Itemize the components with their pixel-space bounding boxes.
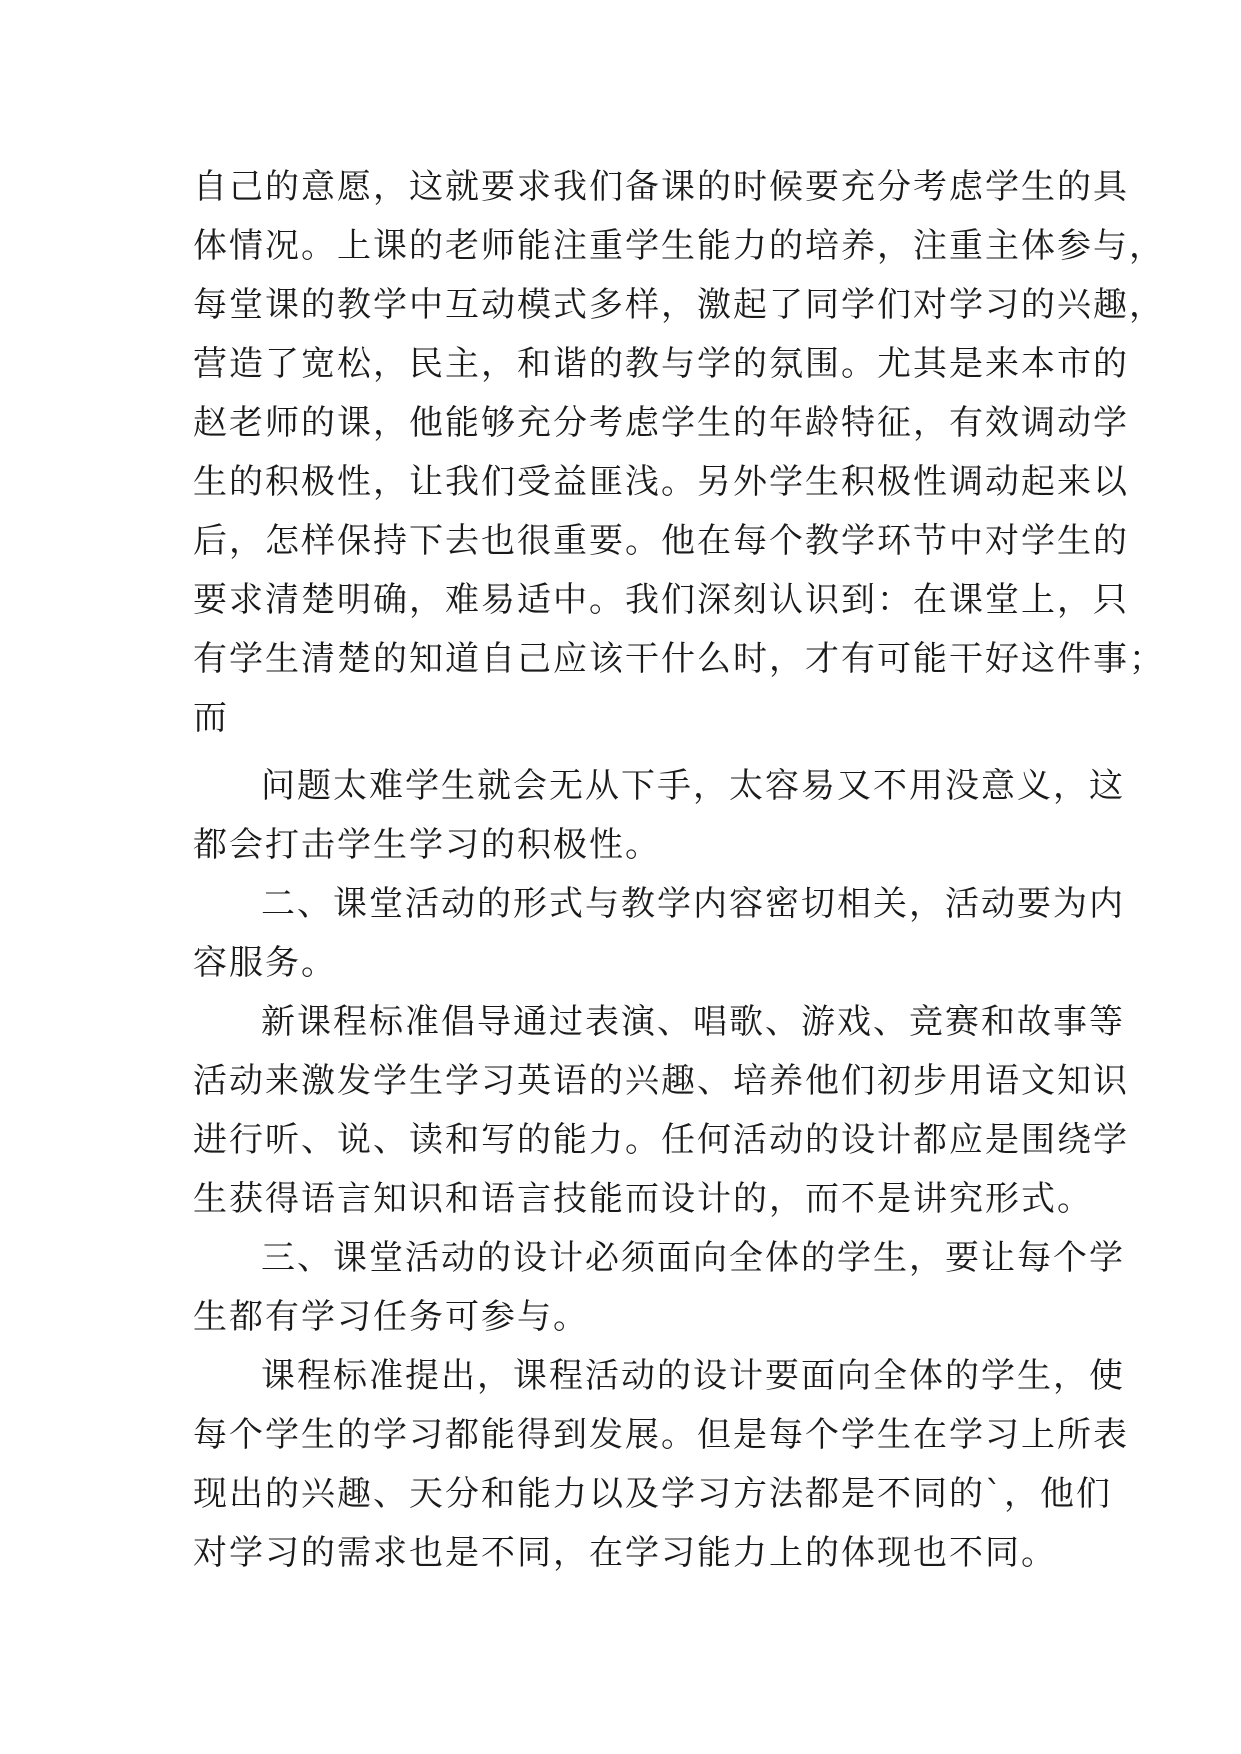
document-body	[193, 158, 1165, 1583]
text-line: 活动来激发学生学习英语的兴趣、培养他们初步用语文知识	[193, 1061, 1129, 1101]
text-line: 现出的兴趣、天分和能力以及学习方法都是不同的`，他们	[193, 1474, 1112, 1514]
text-line: 赵老师的课，他能够充分考虑学生的年龄特征，有效调动学	[193, 403, 1129, 443]
text-line: 营造了宽松，民主，和谐的教与学的氛围。尤其是来本市的	[193, 344, 1129, 384]
text-line: 每堂课的教学中互动模式多样，激起了同学们对学习的兴趣，	[193, 285, 1165, 325]
text-line: 有学生清楚的知道自己应该干什么时，才有可能干好这件事；	[193, 639, 1165, 679]
text-line: 体情况。上课的老师能注重学生能力的培养，注重主体参与，	[193, 226, 1165, 266]
paragraph	[193, 875, 1125, 993]
paragraph	[193, 993, 1129, 1229]
text-line: 生的积极性，让我们受益匪浅。另外学生积极性调动起来以	[193, 462, 1129, 502]
text-line: 二、课堂活动的形式与教学内容密切相关，活动要为内	[261, 884, 1125, 924]
text-line: 课程标准提出，课程活动的设计要面向全体的学生，使	[261, 1356, 1125, 1396]
text-line: 自己的意愿，这就要求我们备课的时候要充分考虑学生的具	[193, 167, 1129, 207]
text-line: 生都有学习任务可参与。	[193, 1297, 589, 1337]
text-line: 生获得语言知识和语言技能而设计的，而不是讲究形式。	[193, 1179, 1093, 1219]
text-line: 都会打击学生学习的积极性。	[193, 825, 661, 865]
paragraph	[193, 757, 1125, 875]
text-line: 容服务。	[193, 943, 337, 983]
text-line: 新课程标准倡导通过表演、唱歌、游戏、竞赛和故事等	[261, 1002, 1125, 1042]
text-line: 每个学生的学习都能得到发展。但是每个学生在学习上所表	[193, 1415, 1129, 1455]
text-line: 而	[193, 698, 229, 738]
paragraph	[193, 1347, 1129, 1583]
paragraph	[193, 158, 1165, 748]
text-line: 三、课堂活动的设计必须面向全体的学生，要让每个学	[261, 1238, 1125, 1278]
text-line: 进行听、说、读和写的能力。任何活动的设计都应是围绕学	[193, 1120, 1129, 1160]
text-line: 问题太难学生就会无从下手，太容易又不用没意义，这	[261, 766, 1125, 806]
text-line: 要求清楚明确，难易适中。我们深刻认识到：在课堂上，只	[193, 580, 1129, 620]
paragraph	[193, 1229, 1125, 1347]
text-line: 对学习的需求也是不同，在学习能力上的体现也不同。	[193, 1533, 1057, 1573]
text-line: 后，怎样保持下去也很重要。他在每个教学环节中对学生的	[193, 521, 1129, 561]
